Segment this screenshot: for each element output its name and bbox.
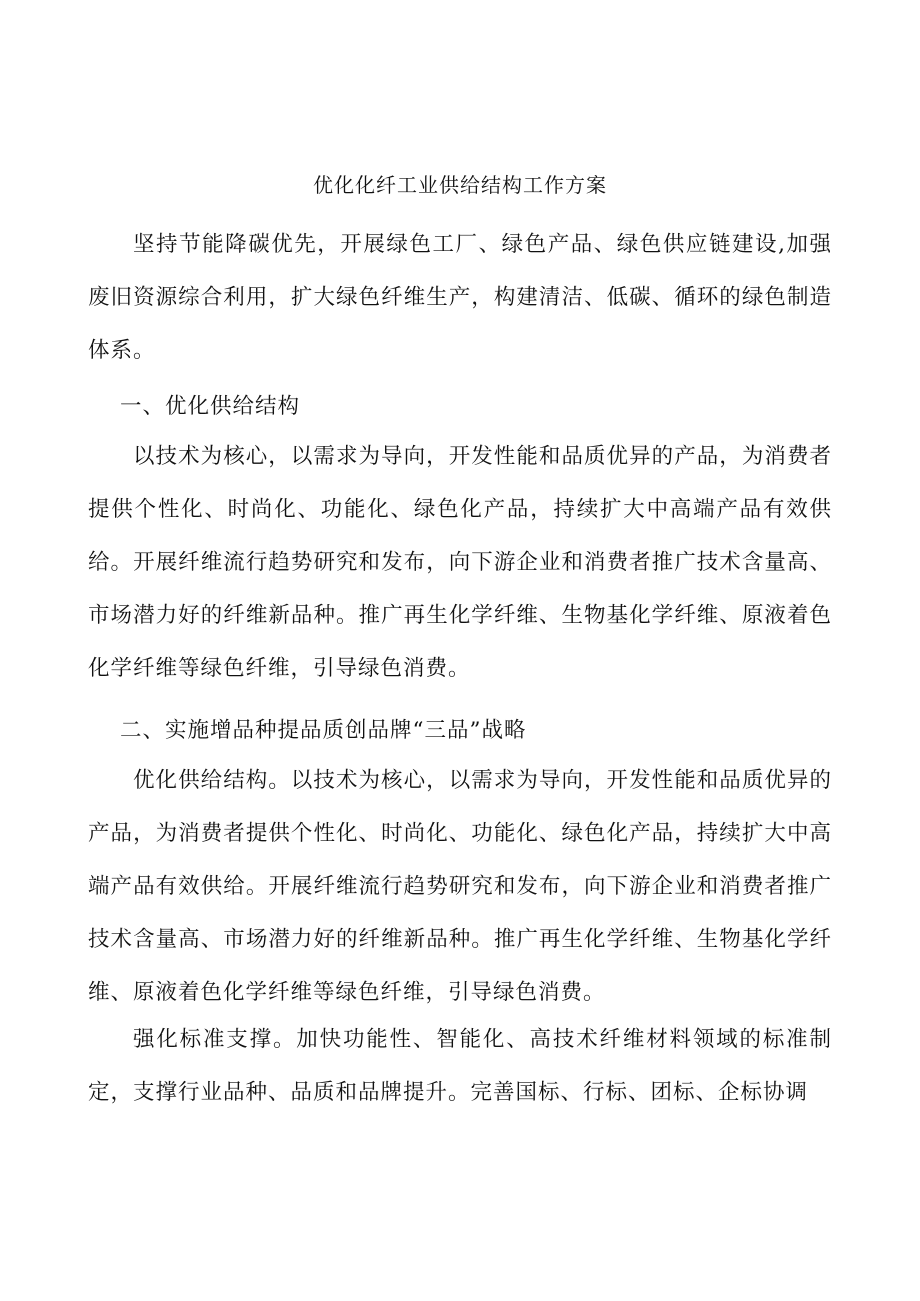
document-title: 优化化纤工业供给结构工作方案 <box>313 173 607 197</box>
section-heading-2: 二、实施增品种提品质创品牌“三品”战略 <box>120 718 527 743</box>
intro-paragraph: 坚持节能降碳优先，开展绿色工厂、绿色产品、绿色供应链建设,加强废旧资源综合利用，扩大绿色纤维生产，构建清洁、低碳、循环的绿色制造体系。 <box>88 232 832 363</box>
section-1-paragraph-1: 以技术为核心，以需求为导向，开发性能和品质优异的产品，为消费者提供个性化、时尚化、功能化、绿色化产品，持续扩大中高端产品有效供给。开展纤维流行趋势研究和发布，向下游企业和消费者推广技术含量高、市场潜力好的纤维新品种。推广再生化学纤维、生物基化学纤维、原液着色化学纤维等绿色纤维，引导绿色消费。 <box>88 444 832 681</box>
section-2-paragraph-2: 强化标准支撑。加快功能性、智能化、高技术纤维材料领域的标准制定，支撑行业品种、品质和品牌提升。完善国标、行标、团标、企标协调 <box>88 1027 832 1105</box>
section-2-paragraph-1: 优化供给结构。以技术为核心，以需求为导向，开发性能和品质优异的产品，为消费者提供个性化、时尚化、功能化、绿色化产品，持续扩大中高端产品有效供给。开展纤维流行趋势研究和发布，向下游企业和消费者推广技术含量高、市场潜力好的纤维新品种。推广再生化学纤维、生物基化学纤维、原液着色化学纤维等绿色纤维，引导绿色消费。 <box>88 768 832 1005</box>
section-heading-1: 一、优化供给结构 <box>120 394 301 419</box>
